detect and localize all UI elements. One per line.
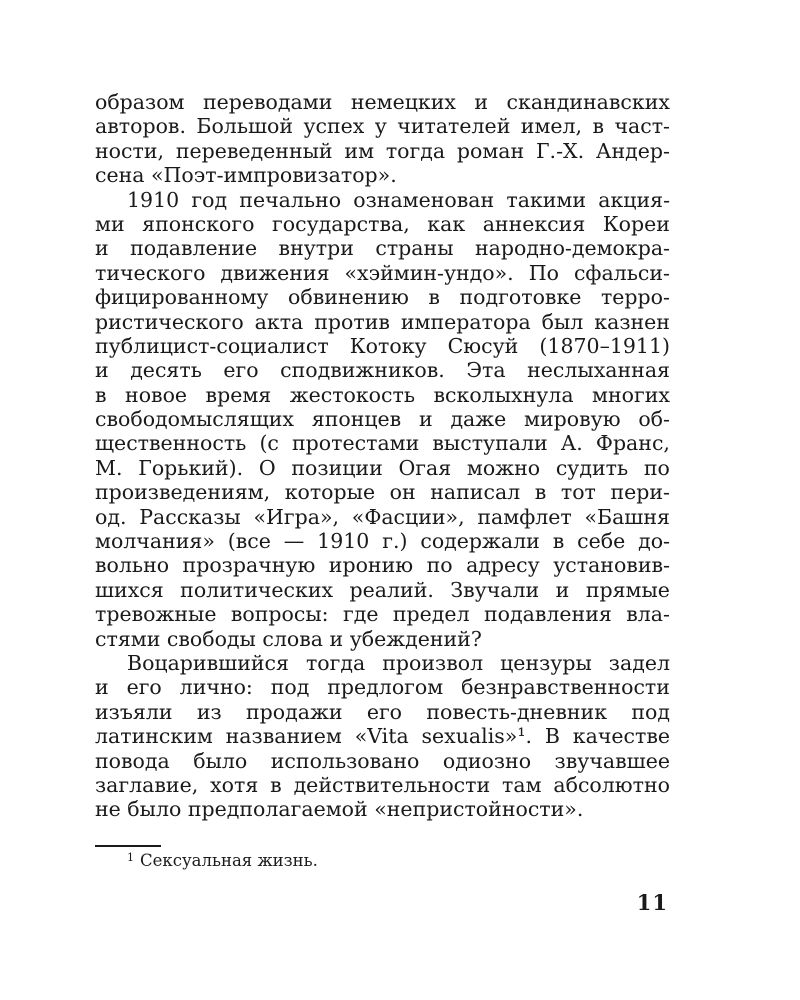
- text-line: 1910 год печально ознаменован такими акция-: [127, 187, 670, 212]
- text-line: М. Горький). О позиции Огая можно судить по: [95, 455, 670, 480]
- text-line: в новое время жестокость всколыхнула многих: [95, 382, 670, 407]
- text-line: публицист-социалист Котоку Сюсуй (1870–1911): [95, 333, 670, 358]
- footnote: [127, 850, 318, 874]
- text-line: авторов. Большой успех у читателей имел, в част-: [95, 114, 670, 139]
- text-line: вольно прозрачную иронию по адресу установив-: [95, 553, 670, 578]
- text-line: не было предполагаемой «непристойности».: [95, 797, 584, 822]
- text-line: тического движения «хэймин-ундо». По сфальси-: [95, 260, 670, 285]
- footnote-rule: [95, 845, 161, 847]
- text-line: заглавие, хотя в действительности там абсолютно: [95, 772, 670, 797]
- footnote-mark: 1: [127, 851, 134, 864]
- text-line: образом переводами немецких и скандинавских: [95, 90, 670, 114]
- page-number: 11: [636, 890, 668, 915]
- text-line: изъяли из продажи его повесть-дневник под: [95, 699, 670, 724]
- text-line: повода было использовано одиозно звучавшее: [95, 748, 670, 773]
- text-line: фицированному обвинению в подготовке терро-: [95, 285, 670, 310]
- text-line: ности, переведенный им тогда роман Г.-Х. Андер-: [95, 138, 670, 163]
- text-line: стями свободы слова и убеждений?: [95, 626, 482, 651]
- text-line: ристического акта против императора был казнен: [95, 309, 670, 334]
- body-text: [95, 90, 670, 822]
- text-line: шихся политических реалий. Звучали и прямые: [95, 577, 670, 602]
- text-line: тревожные вопросы: где предел подавления вла-: [95, 602, 670, 627]
- text-line: молчания» (все — 1910 г.) содержали в себе до-: [95, 529, 670, 554]
- text-line: свободомыслящих японцев и даже мировую об-: [95, 407, 670, 432]
- text-line: сена «Поэт-импровизатор».: [95, 163, 397, 188]
- text-line: и его лично: под предлогом безнравственности: [95, 675, 670, 700]
- text-line: латинским названием «Vita sexualis»¹. В качестве: [95, 724, 670, 749]
- text-line: и подавление внутри страны народно-демокра-: [95, 236, 670, 261]
- text-line: ми японского государства, как аннексия Кореи: [95, 211, 670, 236]
- text-line: щественность (с протестами выступали А. Франс,: [95, 431, 670, 456]
- text-line: Воцарившийся тогда произвол цензуры задел: [127, 650, 670, 675]
- text-line: од. Рассказы «Игра», «Фасции», памфлет «Башня: [95, 504, 670, 529]
- footnote-text: Сексуальная жизнь.: [140, 851, 318, 870]
- text-line: произведениям, которые он написал в тот пери-: [95, 480, 670, 505]
- text-line: и десять его сподвижников. Эта неслыханная: [95, 358, 670, 383]
